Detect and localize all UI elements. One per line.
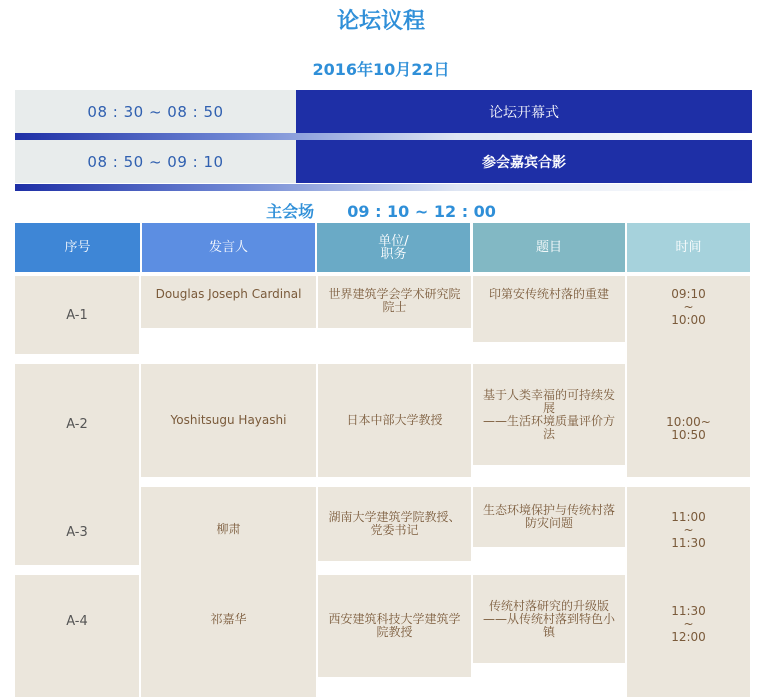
opening-time-2: 08 : 50 ~ 09 : 10 <box>15 140 296 183</box>
row-affiliation-3: 湖南大学建筑学院教授、 党委书记 <box>318 487 471 561</box>
page-title: 论坛议程 <box>336 9 425 34</box>
header-no: 序号 <box>15 223 140 272</box>
opening-event-2: 参会嘉宾合影 <box>296 140 752 183</box>
row-time-2: 10:00~ 10:50 <box>666 415 711 442</box>
row-no-1: A-1 <box>15 276 139 354</box>
session-time: 09 : 10 ~ 12 : 00 <box>347 202 496 221</box>
row-speaker-3: 柳肃 <box>216 522 241 536</box>
opening-event-1: 论坛开幕式 <box>296 90 752 133</box>
session-name: 主会场 <box>266 202 315 221</box>
row-no-group <box>15 364 139 565</box>
row-topic-2: 基于人类幸福的可持续发展 ——生活环境质量评价方法 <box>473 364 625 465</box>
header-time: 时间 <box>627 223 750 272</box>
row-affiliation-2: 日本中部大学教授 <box>318 364 471 477</box>
row-time-3: 11:00 ~ 11:30 <box>671 510 706 550</box>
row-topic-1: 印第安传统村落的重建 <box>473 276 625 342</box>
row-affiliation-1: 世界建筑学会学术研究院院士 <box>318 276 471 328</box>
row-affiliation-4: 西安建筑科技大学建筑学院教授 <box>318 575 471 677</box>
header-topic: 题目 <box>473 223 625 272</box>
session-heading <box>0 199 762 222</box>
row-time-1: 09:10 ~ 10:00 <box>671 287 706 327</box>
row-speaker-2: Yoshitsugu Hayashi <box>141 364 316 477</box>
row-time-group-2 <box>627 487 750 697</box>
row-speaker-1: Douglas Joseph Cardinal <box>141 276 316 328</box>
row-speaker-group <box>141 487 316 697</box>
row-topic-4: 传统村落研究的升级版——从传统村落到特色小镇 <box>473 575 625 663</box>
opening-time-1: 08 : 30 ~ 08 : 50 <box>15 90 296 133</box>
row-no-3: A-3 <box>66 525 88 540</box>
divider-bar <box>15 133 752 140</box>
page-date: 2016年10月22日 <box>312 60 450 79</box>
header-speaker: 发言人 <box>142 223 315 272</box>
row-time-group <box>627 276 750 477</box>
row-topic-3: 生态环境保护与传统村落防灾问题 <box>473 487 625 547</box>
row-speaker-4: 祁嘉华 <box>210 612 247 626</box>
row-time-4: 11:30 ~ 12:00 <box>671 604 706 644</box>
row-no-4: A-4 <box>15 575 139 697</box>
header-affiliation: 单位/ 职务 <box>317 223 470 272</box>
row-no-2: A-2 <box>66 417 88 432</box>
divider-bar <box>15 184 752 191</box>
